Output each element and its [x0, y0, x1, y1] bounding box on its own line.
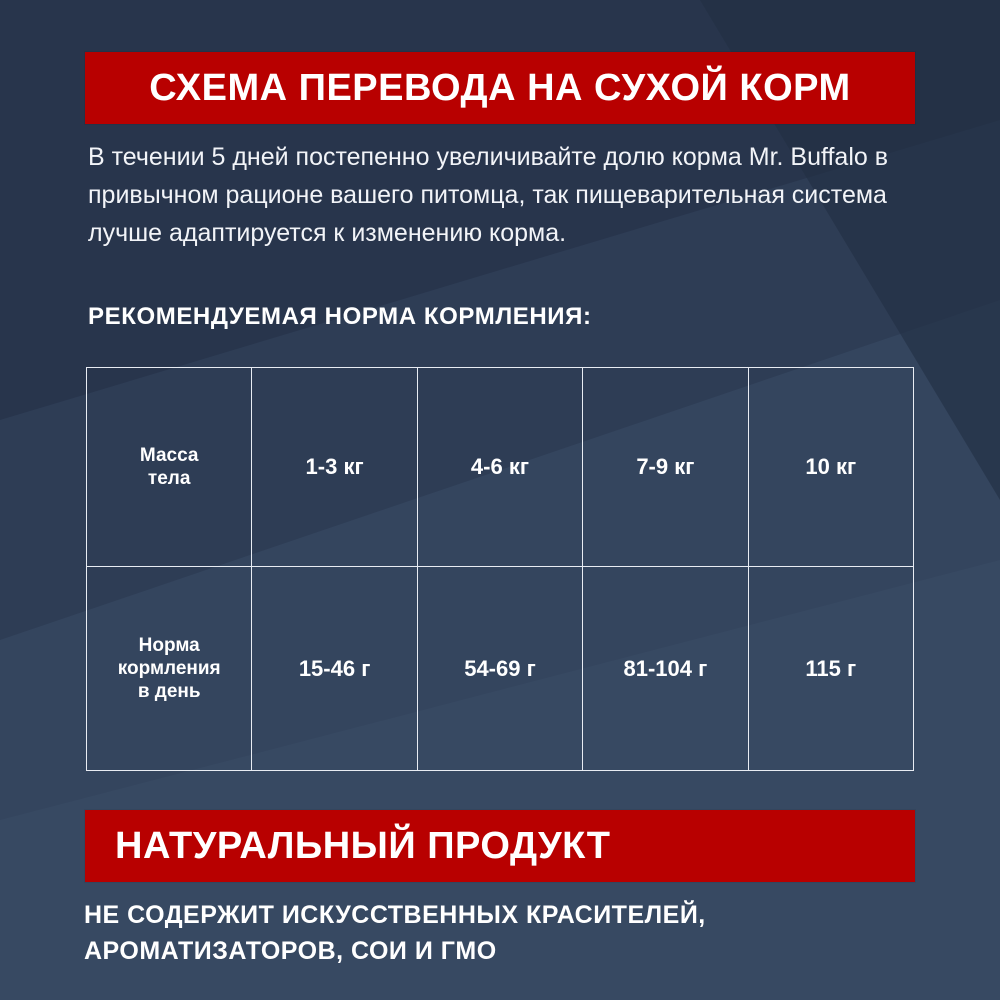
table-cell: 15-46 г: [252, 567, 417, 771]
table-row: [87, 368, 914, 567]
table-cell: 81-104 г: [583, 567, 748, 771]
table-cell: 1-3 кг: [252, 368, 417, 567]
intro-text: В течении 5 дней постепенно увеличивайте долю корма Mr. Buffalo в привычном рационе вашего питомца, так пищеварительная система лучше адаптируется к изменению корма.: [88, 143, 889, 247]
page-title: СХЕМА ПЕРЕВОДА НА СУХОЙ КОРМ: [149, 66, 851, 109]
table-row: [87, 567, 914, 771]
table-cell: 4-6 кг: [417, 368, 582, 567]
natural-product-banner: [85, 810, 915, 882]
table-cell: 54-69 г: [417, 567, 582, 771]
row-label-weight: Масса тела: [87, 368, 252, 567]
ingredients-note-line-2: АРОМАТИЗАТОРОВ, СОИ И ГМО: [84, 937, 497, 965]
row-label-daily-norm: Норма кормления в день: [87, 567, 252, 771]
title-banner: [85, 52, 915, 124]
table-cell: 7-9 кг: [583, 368, 748, 567]
ingredients-note: [84, 897, 944, 969]
feeding-table: [86, 367, 914, 771]
table-cell: 10 кг: [748, 368, 913, 567]
natural-product-title: НАТУРАЛЬНЫЙ ПРОДУКТ: [115, 824, 611, 867]
feeding-heading: РЕКОМЕНДУЕМАЯ НОРМА КОРМЛЕНИЯ:: [88, 303, 592, 330]
table-cell: 115 г: [748, 567, 913, 771]
ingredients-note-line-1: НЕ СОДЕРЖИТ ИСКУССТВЕННЫХ КРАСИТЕЛЕЙ,: [84, 901, 706, 929]
